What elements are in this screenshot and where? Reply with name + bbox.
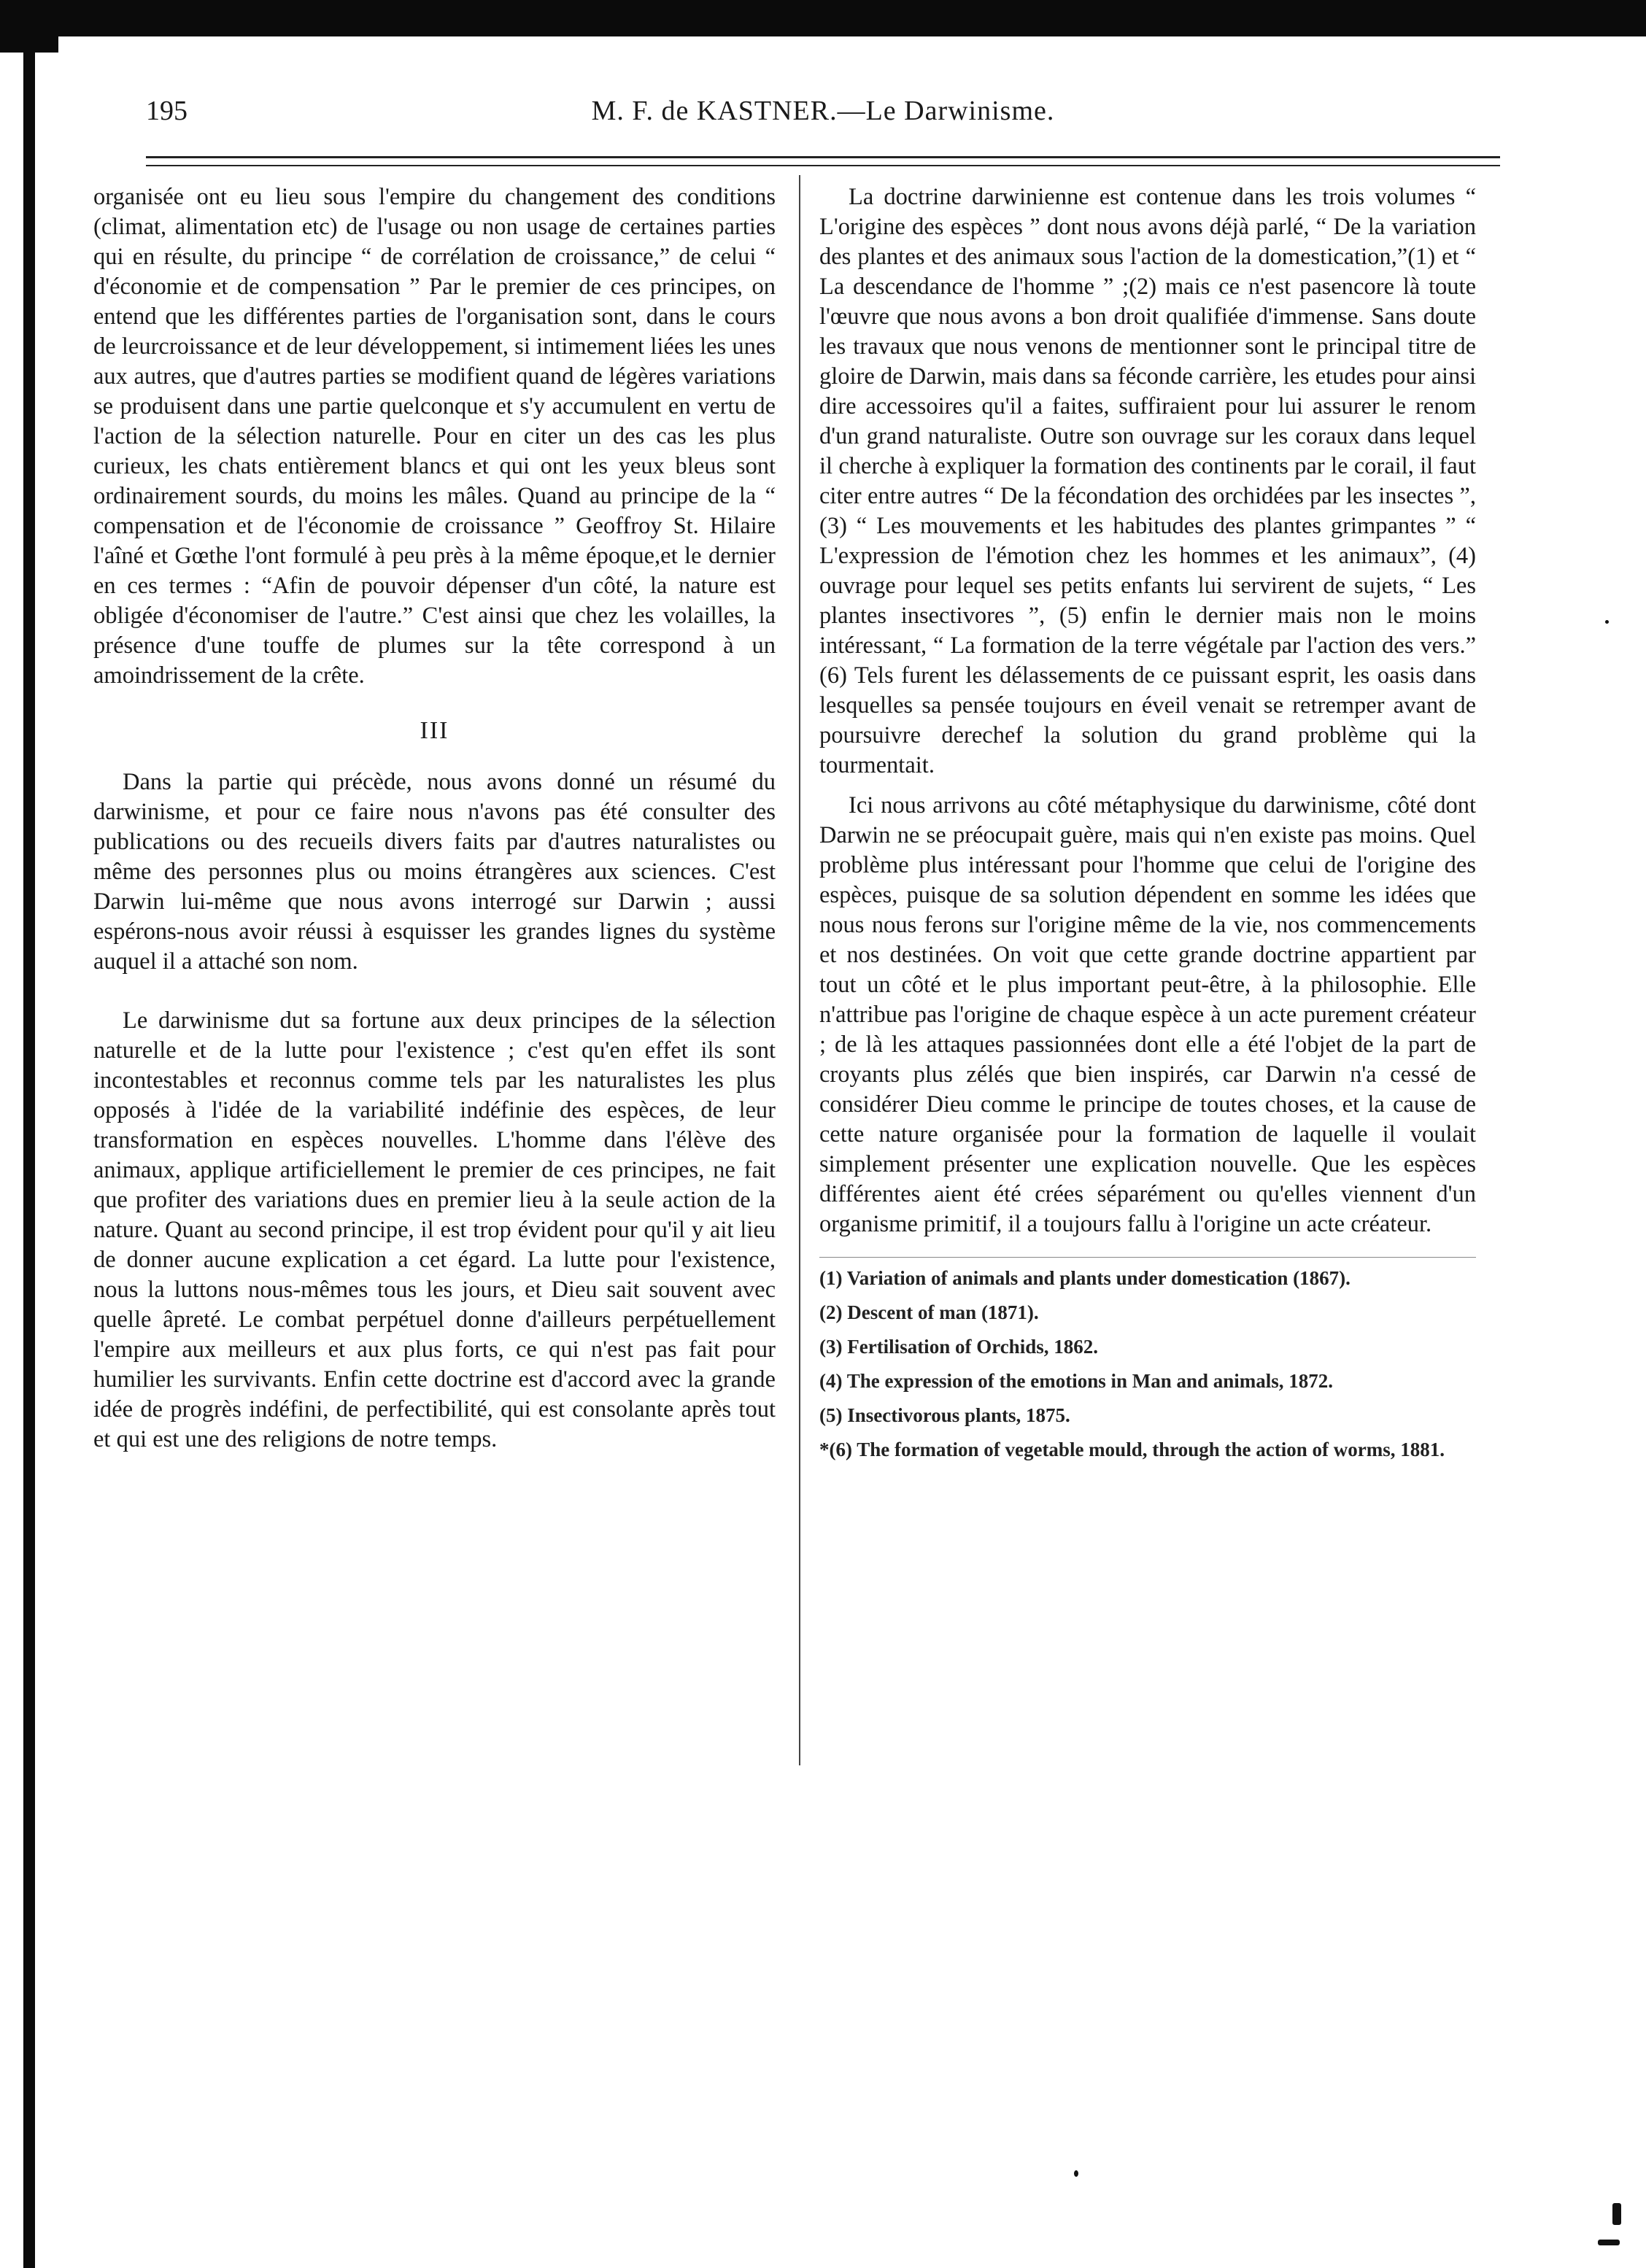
footnote: (1) Variation of animals and plants under domestication (1867). [819,1267,1351,1289]
scan-speck [1605,620,1609,624]
paragraph: Dans la partie qui précède, nous avons donné un résumé du darwinisme, et pour ce faire nous n'avons pas été consulter des publications ou des recueils divers faits par d'autres naturalistes ou même des personnes plus ou moins étrangères aux sciences. C'est Darwin lui-même que nous avons interrogé sur Darwin ; aussi espérons-nous avoir réussi à esquisser les grandes lignes du système auquel il a attaché son nom. [93,769,776,975]
footnote: (2) Descent of man (1871). [819,1301,1039,1323]
footnote: *(6) The formation of vegetable mould, through the action of worms, 1881. [819,1439,1445,1460]
running-head [146,95,1500,139]
paragraph: Ici nous arrivons au côté métaphysique du darwinisme, côté dont Darwin ne se préocupait guère, mais qui n'en existe pas moins. Quel problème plus intéressant pour l'homme que celui de l'origine des espèces, puisque de sa solution dépendent en somme les idées que nous nous ferons sur l'origine même de la vie, nos commencements et nos destinées. On voit que cette grande doctrine appartient par tout un côté et le plus important peut-être, à la philosophie. Elle n'attribue pas l'origine de chaque espèce à un acte purement créateur ; de là les attaques passionnées dont elle a été l'objet de la part de croyants plus zélés que bien inspirés, car Darwin n'a cessé de considérer Dieu comme le principe de toutes choses, et la cause de cette nature organisée pour la formation de laquelle il voulait simplement présenter une explication nouvelle. Que les espèces différentes aient été crées séparément ou qu'elles viennent d'un organisme primitif, il a toujours fallu à l'origine un acte créateur. [819,792,1476,1237]
paragraph: Le darwinisme dut sa fortune aux deux principes de la sélection naturelle et de la lutte pour l'existence ; c'est qu'en effet ils sont incontestables et reconnus comme tels par les naturalistes les plus opposés à l'idée de la variabilité indéfinie des espèces, de leur transformation en espèces nouvelles. L'homme dans l'élève des animaux, applique artificiellement le premier de ces principes, ne fait que profiter des variations dues en premier lieu à la seule action de la nature. Quant au second principe, il est trop évident pour qu'il y ait lieu de donner aucune explication a cet égard. La lutte pour l'existence, nous la luttons nous-mêmes tous les jours, et Dieu sait souvent avec quelle âpreté. Le combat perpétuel donne d'ailleurs perpétuellement l'empire aux meilleurs et aux plus forts, ce qui n'est pas fait pour humilier les survivants. Enfin cette doctrine est d'accord avec la grande idée de progrès indéfini, de perfectibilité, qui est consolante après tout et qui est une des religions de notre temps. [93,1007,776,1452]
right-column [819,182,1476,1471]
paragraph: organisée ont eu lieu sous l'empire du changement des conditions (climat, alimentation etc) de l'usage ou non usage de certaines parties qui en résulte, du principe “ de corrélation de croissance,” de celui “ d'économie et de compensation ” Par le premier de ces principes, on entend que les différentes parties de l'organisation sont, dans le cours de leurcroissance et de leur développement, si intimement liées les unes aux autres, que d'autres parties se modifient quand de légères variations se produisent dans une partie quelconque et s'y accumulent en vertu de l'action de la sélection naturelle. Pour en citer un des cas les plus curieux, les chats entièrement blancs et qui ont les yeux bleus sont ordinairement sourds, du moins les mâles. Quand au principe de la “ compensation et de l'économie de croissance ” Geoffroy St. Hilaire l'aîné et Gœthe l'ont formulé à peu près à la même époque,et le dernier en ces termes : “Afin de pouvoir dépenser d'un côté, la nature est obligée d'économiser de l'autre.” C'est ainsi que chez les volailles, la présence d'une touffe de plumes sur la tête correspond à un amoindrissement de la crête. [93,184,776,689]
section-heading: III [420,717,449,744]
scan-border-top [0,0,1646,36]
footnote: (5) Insectivorous plants, 1875. [819,1404,1070,1426]
running-title: M. F. de KASTNER.—Le Darwinisme. [591,96,1055,126]
paragraph: La doctrine darwinienne est contenue dans les trois volumes “ L'origine des espèces ” dont nous avons déjà parlé, “ De la variation des plantes et des animaux sous l'action de la domestication,”(1) et “ La descendance de l'homme ” ;(2) mais ce n'est pasencore là toute l'œuvre que nous avons a bon droit qualifiée d'immense. Sans doute les travaux que nous venons de mentionner sont le principal titre de gloire de Darwin, mais dans sa féconde carrière, les etudes pour ainsi dire accessoires qu'il a faites, suffiraient pour lui assurer le renom d'un grand naturaliste. Outre son ouvrage sur les coraux dans lequel il cherche à expliquer la formation des continents par le corail, il faut citer entre autres “ De la fécondation des orchidées par les insectes ”, (3) “ Les mouvements et les habitudes des plantes grimpantes ” “ L'expression de l'émotion chez les hommes et les animaux”, (4) ouvrage pour lequel ses petits enfants lui servirent de sujets, “ Les plantes insectivores ”, (5) enfin le dernier mais non le moins intéressant, “ La formation de la terre végétale par l'action des vers.” (6) Tels furent les délassements de ce puissant esprit, les oasis dans lesquelles sa pensée toujours en éveil venait se retremper avant de poursuivre derechef la solution du grand problème qui la tourmentait. [819,184,1476,778]
header-rule [146,156,1500,158]
scan-speck [1074,2170,1078,2177]
scan-speck [1598,2240,1620,2245]
footnotes [819,1257,1476,1463]
footnote: (4) The expression of the emotions in Man and animals, 1872. [819,1370,1334,1392]
page-number: 195 [146,96,188,126]
scan-speck [1612,2203,1621,2225]
footnote-rule [819,1257,1476,1258]
column-separator [799,175,800,1765]
header-rule-thin [146,165,1500,166]
left-column [93,182,776,1455]
scan-border-left [23,36,35,2268]
footnote: (3) Fertilisation of Orchids, 1862. [819,1336,1098,1358]
